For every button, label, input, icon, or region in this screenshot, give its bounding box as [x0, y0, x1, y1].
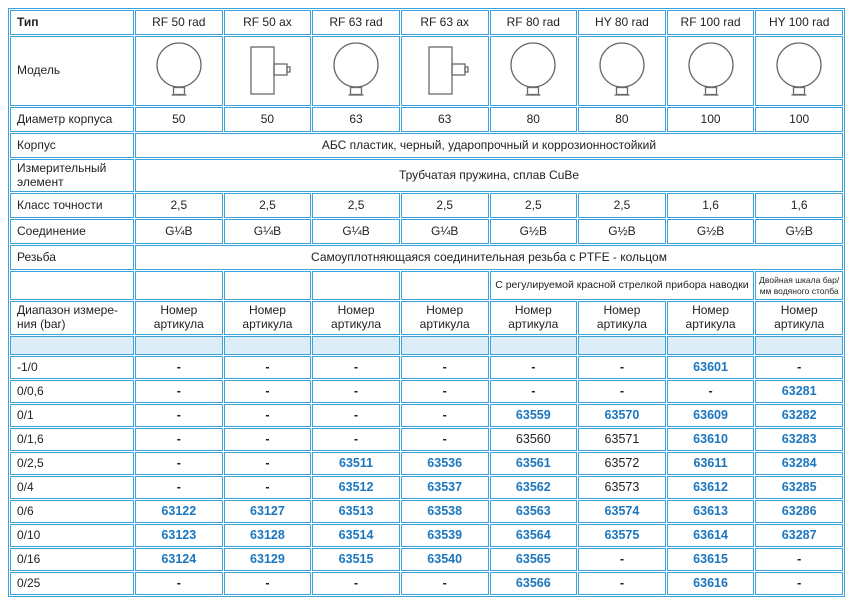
article-cell-empty: -	[401, 356, 489, 379]
article-number: 63129	[224, 548, 312, 571]
column-header: RF 80 rad	[490, 10, 578, 35]
thread-row-label: Резьба	[10, 245, 134, 270]
article-cell-empty: -	[224, 476, 312, 499]
accuracy-value: 1,6	[755, 193, 843, 218]
connection-value: G½B	[755, 219, 843, 244]
article-number: 63559	[490, 404, 578, 427]
article-number: 63285	[755, 476, 843, 499]
article-number: 63564	[490, 524, 578, 547]
table-row	[10, 428, 843, 451]
article-cell-empty: -	[578, 572, 666, 595]
article-number: 63124	[135, 548, 223, 571]
article-number: 63127	[224, 500, 312, 523]
article-number: 63123	[135, 524, 223, 547]
article-number-header: Номер артикула	[312, 301, 400, 335]
table-row	[10, 356, 843, 379]
article-cell-empty: -	[224, 428, 312, 451]
accuracy-class-row	[10, 193, 843, 218]
table-row	[10, 404, 843, 427]
article-cell-empty: -	[312, 572, 400, 595]
gauge-radial-icon	[755, 36, 843, 106]
article-number: 63284	[755, 452, 843, 475]
range-label: 0/2,5	[10, 452, 134, 475]
table-row	[10, 476, 843, 499]
gauge-radial-icon	[135, 36, 223, 106]
article-number: 63122	[135, 500, 223, 523]
article-cell-empty: -	[755, 572, 843, 595]
article-number-header: Номер артикула	[755, 301, 843, 335]
range-header-label	[10, 301, 134, 335]
article-cell-empty: -	[401, 380, 489, 403]
article-cell-empty: -	[312, 428, 400, 451]
article-number: 63574	[578, 500, 666, 523]
article-number: 63613	[667, 500, 755, 523]
connection-row-label: Соединение	[10, 219, 134, 244]
article-cell-empty: -	[578, 356, 666, 379]
diameter-value: 80	[490, 107, 578, 132]
article-header-row	[10, 301, 843, 335]
range-label: 0/0,6	[10, 380, 134, 403]
column-header: RF 50 rad	[135, 10, 223, 35]
article-number: 63287	[755, 524, 843, 547]
diameter-value: 50	[135, 107, 223, 132]
feature-empty-cell	[312, 271, 400, 300]
range-header-line1: Диапазон измере-	[17, 303, 119, 318]
range-label: 0/1,6	[10, 428, 134, 451]
article-cell-empty: -	[312, 356, 400, 379]
accuracy-value: 2,5	[401, 193, 489, 218]
article-cell-empty: -	[224, 356, 312, 379]
article-number-header: Номер артикула	[401, 301, 489, 335]
article-number: 63513	[312, 500, 400, 523]
article-cell-empty: -	[490, 356, 578, 379]
article-number: 63615	[667, 548, 755, 571]
table-row	[10, 452, 843, 475]
article-cell-empty: -	[312, 404, 400, 427]
feature-empty-cell	[10, 271, 134, 300]
column-header: RF 63 rad	[312, 10, 400, 35]
accuracy-value: 2,5	[490, 193, 578, 218]
article-number: 63611	[667, 452, 755, 475]
body-material-value: АБС пластик, черный, ударопрочный и коррозионностойкий	[135, 133, 843, 158]
article-number: 63128	[224, 524, 312, 547]
article-cell-empty: -	[578, 548, 666, 571]
connection-value: G¼B	[224, 219, 312, 244]
feature-empty-cell	[401, 271, 489, 300]
article-number: 63610	[667, 428, 755, 451]
diameter-value: 100	[755, 107, 843, 132]
measuring-element-row	[10, 159, 843, 192]
thread-value: Самоуплотняющаяся соединительная резьба с PTFE - кольцом	[135, 245, 843, 270]
diameter-row-label: Диаметр корпуса	[10, 107, 134, 132]
article-cell-empty: -	[490, 380, 578, 403]
article-cell-empty: -	[401, 572, 489, 595]
article-number-header: Номер артикула	[135, 301, 223, 335]
diameter-value: 80	[578, 107, 666, 132]
article-number: 63572	[578, 452, 666, 475]
article-number-header: Номер артикула	[578, 301, 666, 335]
article-cell-empty: -	[755, 548, 843, 571]
range-label: 0/4	[10, 476, 134, 499]
article-number: 63514	[312, 524, 400, 547]
range-label: 0/1	[10, 404, 134, 427]
accuracy-value: 2,5	[312, 193, 400, 218]
thread-row	[10, 245, 843, 270]
accuracy-value: 2,5	[135, 193, 223, 218]
article-number: 63538	[401, 500, 489, 523]
column-header: RF 100 rad	[667, 10, 755, 35]
article-cell-empty: -	[224, 380, 312, 403]
range-header-line2: ния (bar)	[17, 317, 66, 331]
feature-empty-cell	[224, 271, 312, 300]
article-cell-empty: -	[755, 356, 843, 379]
article-cell-empty: -	[135, 404, 223, 427]
article-number: 63515	[312, 548, 400, 571]
model-row	[10, 36, 843, 106]
connection-value: G¼B	[401, 219, 489, 244]
article-number: 63612	[667, 476, 755, 499]
article-number: 63512	[312, 476, 400, 499]
article-number: 63282	[755, 404, 843, 427]
article-cell-empty: -	[578, 380, 666, 403]
table-row	[10, 380, 843, 403]
article-number: 63560	[490, 428, 578, 451]
column-header: RF 50 ax	[224, 10, 312, 35]
connection-value: G½B	[490, 219, 578, 244]
article-cell-empty: -	[135, 428, 223, 451]
article-number: 63565	[490, 548, 578, 571]
article-number: 63537	[401, 476, 489, 499]
article-cell-empty: -	[135, 356, 223, 379]
article-number-header: Номер артикула	[667, 301, 755, 335]
table-row	[10, 524, 843, 547]
article-cell-empty: -	[224, 572, 312, 595]
gauge-radial-icon	[490, 36, 578, 106]
diameter-value: 100	[667, 107, 755, 132]
feature-row	[10, 271, 843, 300]
highlight-spacer-row	[10, 336, 843, 355]
red-pointer-feature-label: С регулируемой красной стрелкой прибора наводки	[490, 271, 755, 300]
measuring-element-value: Трубчатая пружина, сплав CuBe	[135, 159, 843, 192]
dual-scale-line2: мм водяного столба	[759, 285, 839, 296]
article-number: 63539	[401, 524, 489, 547]
spec-table-body	[10, 10, 843, 595]
gauge-spec-table	[8, 8, 845, 597]
article-cell-empty: -	[224, 404, 312, 427]
diameter-value: 63	[401, 107, 489, 132]
article-cell-empty: -	[401, 404, 489, 427]
connection-value: G¼B	[135, 219, 223, 244]
article-number: 63575	[578, 524, 666, 547]
connection-value: G¼B	[312, 219, 400, 244]
connection-row	[10, 219, 843, 244]
article-cell-empty: -	[312, 380, 400, 403]
diameter-value: 50	[224, 107, 312, 132]
article-number: 63573	[578, 476, 666, 499]
article-cell-empty: -	[667, 380, 755, 403]
diameter-value: 63	[312, 107, 400, 132]
article-number: 63563	[490, 500, 578, 523]
diameter-row	[10, 107, 843, 132]
article-number: 63570	[578, 404, 666, 427]
dual-scale-line1: Двойная шкала бар/	[759, 275, 840, 286]
element-row-label: Измерительный элемент	[10, 159, 134, 192]
article-number: 63571	[578, 428, 666, 451]
table-row	[10, 572, 843, 595]
article-number: 63609	[667, 404, 755, 427]
article-cell-empty: -	[401, 428, 489, 451]
connection-value: G½B	[578, 219, 666, 244]
range-label: 0/25	[10, 572, 134, 595]
connection-value: G½B	[667, 219, 755, 244]
header-row	[10, 10, 843, 35]
range-label: 0/6	[10, 500, 134, 523]
gauge-radial-icon	[667, 36, 755, 106]
accuracy-row-label: Класс точности	[10, 193, 134, 218]
article-number: 63536	[401, 452, 489, 475]
article-cell-empty: -	[135, 476, 223, 499]
model-row-label: Модель	[10, 36, 134, 106]
table-row	[10, 500, 843, 523]
body-row-label: Корпус	[10, 133, 134, 158]
article-number: 63561	[490, 452, 578, 475]
gauge-axial-icon	[401, 36, 489, 106]
article-number: 63281	[755, 380, 843, 403]
table-row	[10, 548, 843, 571]
article-cell-empty: -	[135, 572, 223, 595]
article-cell-empty: -	[135, 452, 223, 475]
column-header: RF 63 ax	[401, 10, 489, 35]
article-number: 63614	[667, 524, 755, 547]
accuracy-value: 1,6	[667, 193, 755, 218]
article-number: 63540	[401, 548, 489, 571]
feature-empty-cell	[135, 271, 223, 300]
accuracy-value: 2,5	[224, 193, 312, 218]
range-label: 0/10	[10, 524, 134, 547]
article-cell-empty: -	[135, 380, 223, 403]
body-material-row	[10, 133, 843, 158]
gauge-radial-icon	[312, 36, 400, 106]
type-header-label: Тип	[10, 10, 134, 35]
dual-scale-feature-label	[755, 271, 843, 300]
column-header: HY 100 rad	[755, 10, 843, 35]
accuracy-value: 2,5	[578, 193, 666, 218]
article-number: 63511	[312, 452, 400, 475]
article-number-header: Номер артикула	[490, 301, 578, 335]
article-number: 63562	[490, 476, 578, 499]
article-number: 63566	[490, 572, 578, 595]
gauge-axial-icon	[224, 36, 312, 106]
article-number: 63286	[755, 500, 843, 523]
range-label: -1/0	[10, 356, 134, 379]
article-cell-empty: -	[224, 452, 312, 475]
article-number: 63616	[667, 572, 755, 595]
article-number: 63283	[755, 428, 843, 451]
gauge-radial-icon	[578, 36, 666, 106]
article-number-header: Номер артикула	[224, 301, 312, 335]
article-number: 63601	[667, 356, 755, 379]
column-header: HY 80 rad	[578, 10, 666, 35]
range-label: 0/16	[10, 548, 134, 571]
